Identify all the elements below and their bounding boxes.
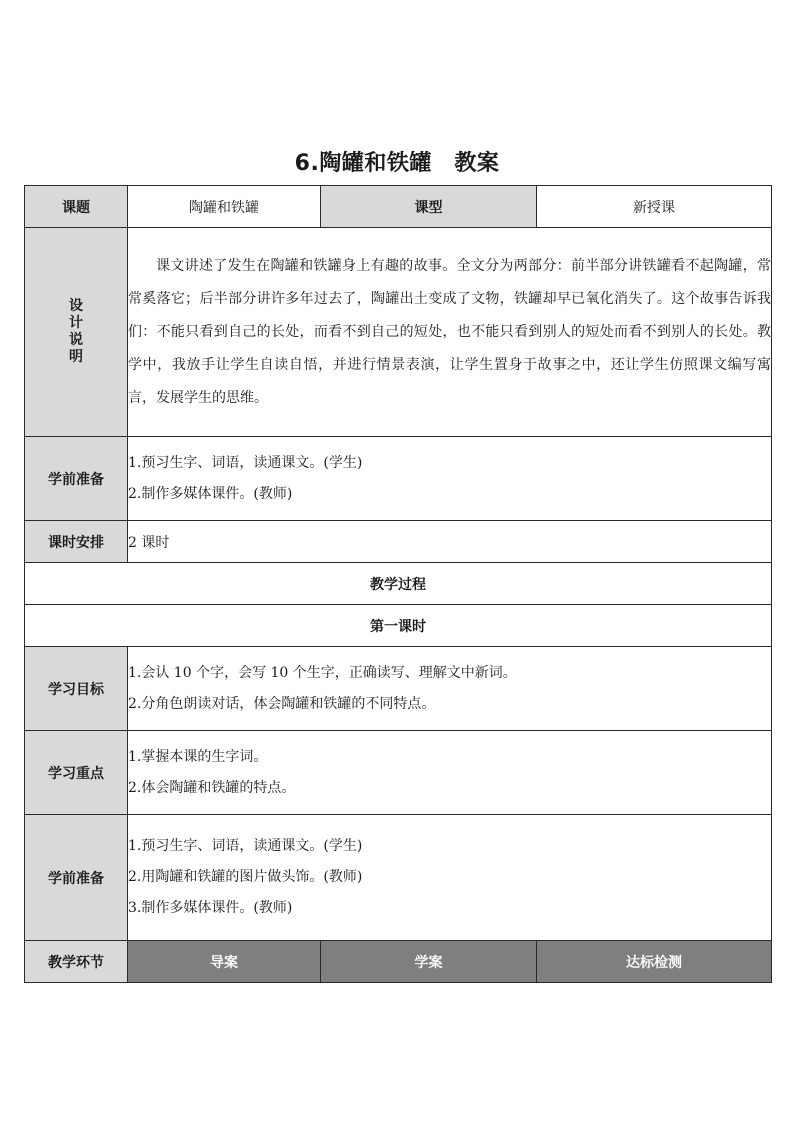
list-item: 2.制作多媒体课件。(教师) [128,485,293,502]
document-title: 6.陶罐和铁罐 教案 [294,151,500,176]
lesson-type-label: 课型 [321,186,537,228]
design-label-cell [25,228,128,437]
goals-row [25,647,772,731]
goals-label: 学习目标 [25,647,128,731]
lesson-heading-row [25,605,772,647]
prep2-row [25,815,772,941]
focus-items [128,731,772,815]
schedule-row [25,521,772,563]
design-text: 课文讲述了发生在陶罐和铁罐身上有趣的故事。全文分为两部分：前半部分讲铁罐看不起陶罐，常常奚落它；后半部分讲许多年过去了，陶罐出土变成了文物，铁罐却早已氧化消失了。这个故事告诉我们：不能只看到自己的长处，而看不到自己的短处，也不能只看到别人的短处而看不到别人的长处。教学中，我放手让学生自读自悟，并进行情景表演，让学生置身于故事之中，还让学生仿照课文编写寓言，发展学生的思维。 [128,257,771,406]
design-text-cell [128,228,772,437]
prep-items [128,437,772,521]
design-label: 设计说明 [69,298,83,365]
design-row [25,228,772,437]
topic-label: 课题 [25,186,128,228]
guide-column-header: 导案 [128,941,321,983]
list-item: 1.掌握本课的生字词。 [128,748,268,765]
list-item: 2.分角色朗读对话，体会陶罐和铁罐的不同特点。 [128,695,436,712]
stages-row [25,941,772,983]
topic-row [25,186,772,228]
focus-row [25,731,772,815]
lesson-type-value: 新授课 [537,186,772,228]
list-item: 1.预习生字、词语，读通课文。(学生) [128,454,363,471]
process-heading: 教学过程 [25,563,772,605]
lesson-heading: 第一课时 [25,605,772,647]
focus-label: 学习重点 [25,731,128,815]
lesson-plan-table [24,185,772,983]
list-item: 1.预习生字、词语，读通课文。(学生) [128,838,363,854]
prep2-items [128,815,772,941]
study-column-header: 学案 [321,941,537,983]
list-item: 3.制作多媒体课件。(教师) [128,900,293,916]
goals-items [128,647,772,731]
list-item: 2.用陶罐和铁罐的图片做头饰。(教师) [128,869,363,885]
list-item: 1.会认 10 个字，会写 10 个生字，正确读写、理解文中新词。 [128,664,517,681]
schedule-value: 2 课时 [128,521,772,563]
schedule-label: 课时安排 [25,521,128,563]
topic-value: 陶罐和铁罐 [128,186,321,228]
stages-label: 教学环节 [25,941,128,983]
prep2-label: 学前准备 [25,815,128,941]
check-column-header: 达标检测 [537,941,772,983]
process-heading-row [25,563,772,605]
list-item: 2.体会陶罐和铁罐的特点。 [128,779,296,796]
prep-label: 学前准备 [25,437,128,521]
prep-row [25,437,772,521]
